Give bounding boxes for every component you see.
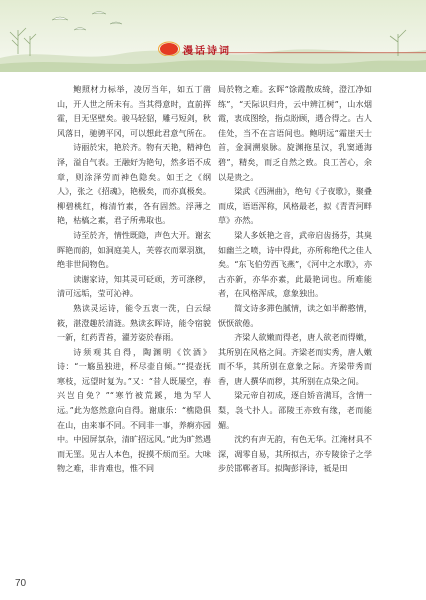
page-header-banner bbox=[0, 0, 426, 72]
paragraph: 鲍照材力标举，凌厉当年，如五丁凿山，开人世之所未有。当其得意时，直前挥霍，目无坚壁矣。骏马轻貂，雕弓短剑，秋风落日，驰骋平冈，可以想此君意气所在。 bbox=[57, 84, 211, 138]
left-column bbox=[57, 82, 211, 476]
right-column bbox=[218, 82, 372, 476]
section-title: 漫话诗词 bbox=[183, 46, 231, 57]
paragraph: 读谢家诗，知其灵可砭顽，芳可涤秽，清可远垢，莹可沁神。 bbox=[57, 273, 211, 299]
paragraph: 梁人多妖艳之音，武帝启齿扬芬，其臭如幽兰之喷，诗中得此，亦所称绝代之佳人矣。“东飞伯劳西飞燕”，《河中之水歌》，亦古亦新，亦华亦素，此最艳词也。所难能者，在风格浑成，意象独出。 bbox=[218, 229, 372, 299]
paragraph: 诗至於齐，情性既隐，声色大开。谢玄晖艳而韵，如洞庭美人，芙蓉衣而翠羽旗，绝非世间物色。 bbox=[57, 229, 211, 270]
paragraph: 诗须观其自得，陶渊明《饮酒》诗：“一觞虽独进，杯尽壶自倾。”“提壶抚寒枝，远望时复为。”又：“昔人既屡空，春兴岂自免？”“寒竹被荒蹊，地为罕人远。”此为悠然意向自得。谢康乐：“樵隐俱在山，由来事不同。不同非一事，养痾亦园中。中园屏氛杂，清旷招远风。”此为旷然遇而无罣。见古人本色，捉摸不烦而至。大味物之难，非肯难也，惟不同 bbox=[57, 346, 211, 474]
crane-icon bbox=[52, 12, 122, 31]
page-number: 70 bbox=[15, 578, 27, 589]
paragraph: 熟读灵运诗，能令五衷一洗，白云绿筱，湛澄趣於清涟。熟读玄晖诗，能令宿貌一新，红药青苔，濯芳姿於春雨。 bbox=[57, 302, 211, 343]
paragraph: 局於物之难。玄晖“馀霞散成绮，澄江净如练”，“天际识归舟，云中辨江树”，山水烟霞，衷成图绘，指点盼顾，遇合得之。古人佳处，当不在言语间也。鲍明远“霜崖天士首，金洞溯泉脉。旋渊拖星汉，乳窦通海碧”，精矣，而乏自然之致。良工苦心，余以是贵之。 bbox=[218, 84, 372, 182]
landscape-illustration bbox=[0, 0, 426, 72]
paragraph: 沈约有声无韵，有色无华。江淹材具不深，凋零自易，其所拟古，亦专陵徐子之学步於邯郸者耳。拟陶彭泽诗，祗是田 bbox=[218, 434, 372, 474]
paragraph: 诗丽於宋，艳於齐。物有天艳，精神色泽，溢自气表。王融好为艳句，然多语不成章，则涂泽劳而神色隐矣。如王之《纲人》，张之《招魂》，艳极矣，而亦真极矣。柳碧桃红，梅清竹素，各有固然。浮薄之艳，枯槁之素，君子所弗取也。 bbox=[57, 142, 211, 226]
paragraph: 齐梁人欲嫩而得老，唐人欲老而得嫩，其所别在风格之间。齐梁老而实秀，唐人嫩而不华，其所别在意象之际。齐梁带秀而香，唐人撰华而秽，其所别在点染之间。 bbox=[218, 332, 372, 386]
paragraph: 简文诗多滞色腻情，读之如半醉憨情，恹恹欲倦。 bbox=[218, 302, 372, 328]
paragraph: 梁元帝自初成，逐自矫音满耳，含情一梨，袅弋扑人。邵陵王亦致有缘，老而能媚。 bbox=[218, 390, 372, 430]
sun-icon bbox=[158, 40, 180, 56]
paragraph: 梁武《西洲曲》，绝句《子夜歌》，聚叠而成，语语浑称，风格最老，拟《青青河畔草》亦然。 bbox=[218, 186, 372, 226]
